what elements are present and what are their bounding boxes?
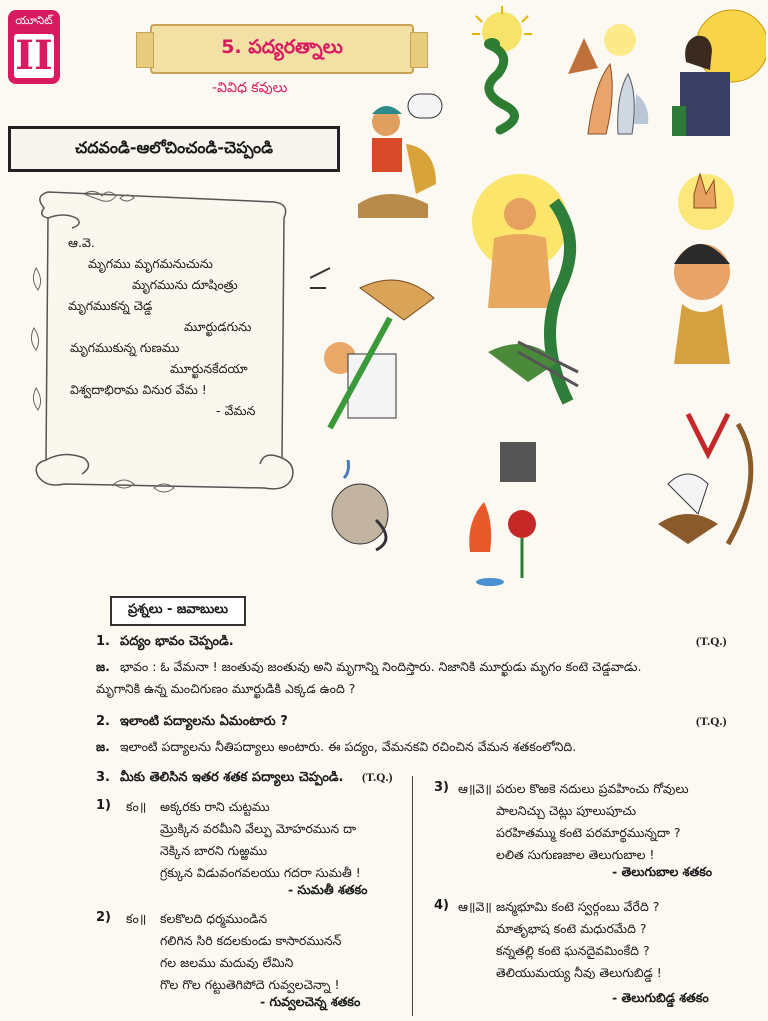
question-1-number: 1.	[96, 634, 110, 649]
poem-line: మృగముకన్న చెడ్డ	[68, 298, 153, 313]
poem-4-body	[496, 896, 662, 984]
poem-3-line: పాలనిచ్చు చెట్లు పూలుపూచు	[496, 803, 637, 818]
answer-2-text: ఇలాంటి పద్యాలను నీతిపద్యాలు అంటారు. ఈ పద్యం, వేమనకవి రచించిన వేమన శతకంలోనిది.	[120, 739, 577, 754]
poem-3-meter: ఆ॥వె॥	[458, 781, 492, 796]
answer-1-text	[96, 656, 760, 700]
poem-4-line: తెలియుమయ్య నీవు తెలుగుబిడ్డ !	[496, 965, 662, 980]
poem-2-meter: కం॥	[126, 911, 147, 926]
poem-3-source: - తెలుగుబాల శతకం	[612, 864, 713, 879]
poem-line: మూర్ఖుడగును	[184, 319, 252, 334]
column-divider	[412, 776, 413, 1016]
poem-4-line: కన్నతల్లి కంటె ఘనదైవమింకేది ?	[496, 943, 650, 958]
poem-2-number: 2)	[96, 910, 111, 925]
poem-line: మృగమును దూషింత్రు	[132, 277, 238, 292]
qa-title: ప్రశ్నలు - జవాబులు	[110, 596, 246, 626]
poem-4-meter: ఆ॥వె॥	[458, 899, 492, 914]
lesson-subtitle: -వివిధ కవులు	[212, 80, 288, 96]
poem-2-line: గొల గొల గట్టుతెగిపోదె గువ్వలచెన్నా !	[160, 977, 340, 992]
section-heading: చదవండి-ఆలోచించండి-చెప్పండి	[8, 126, 340, 172]
unit-badge	[8, 10, 60, 84]
poem-2-line: గలిగిన సిరి కదలకుండు కాసారమునన్	[160, 933, 342, 948]
question-3-number: 3.	[96, 770, 110, 785]
poem-4-line: జన్మభూమి కంటె స్వర్గంబు వేరేది ?	[496, 899, 660, 914]
question-2-tag: (T.Q.)	[696, 714, 727, 728]
bow-hand-illustration	[648, 404, 764, 564]
poem-3-line: పరుల కొఱకె నదులు ప్రవహించు గోవులు	[496, 781, 689, 796]
hand-face-illustration	[654, 164, 756, 376]
poem-meter: ఆ.వె.	[68, 235, 95, 250]
poem-1-line: అక్కరకు రాని చుట్టము	[160, 799, 270, 814]
writer-illustration	[310, 258, 440, 444]
poem-3-number: 3)	[434, 780, 449, 795]
question-2-text: ఇలాంటి పద్యాలను ఏమంటారు ?	[120, 714, 288, 729]
poem-line: మృగము మృగమనుచును	[88, 256, 213, 271]
poem	[66, 232, 296, 421]
poem-author: - వేమన	[216, 403, 256, 418]
boy-reading-illustration	[346, 84, 450, 226]
snake-illustration	[452, 6, 552, 138]
poem-3-line: పరహితమ్ము కంటె పరమార్థమున్నదా ?	[496, 825, 681, 840]
answer-1-line: మృగానికి ఉన్న మంచిగుణం మూర్ఖుడికి ఎక్కడ ఉంది ?	[96, 681, 356, 696]
poem-2-body	[160, 908, 341, 996]
hands-illustration	[558, 14, 656, 136]
question-1-tag: (T.Q.)	[696, 634, 727, 648]
question-3-tag: (T.Q.)	[362, 770, 393, 784]
unit-number: II	[15, 32, 53, 79]
poem-1-source: - సుమతీ శతకం	[288, 882, 368, 897]
poem-1-line: గ్రక్కున విడువంగవలయు గదరా సుమతీ !	[160, 865, 361, 880]
answer-1-line: భావం : ఓ వేమనా ! జంతువు జంతువు అని మృగాన్ని నిందిస్తారు. నిజానికి మూర్ఖుడు మృగం కంటె చెడ్డవాడు.	[120, 659, 642, 674]
sun-man-illustration	[666, 2, 766, 136]
poem-4-source: - తెలుగుబిడ్డ శతకం	[612, 990, 709, 1005]
question-1-text: పద్యం భావం చెప్పండి.	[120, 634, 234, 649]
poem-1-body	[160, 796, 361, 884]
poem-1-line: నెక్కిన బారని గుఱ్ఱము	[160, 843, 268, 858]
poem-1-number: 1)	[96, 798, 111, 813]
poem-2-line: గల జలము మదువు లేమిని	[160, 955, 294, 970]
sage-snake-illustration	[458, 162, 608, 424]
poem-line: మృగముకున్న గుణము	[70, 340, 180, 355]
question-3-text: మీకు తెలిసిన ఇతర శతక పద్యాలు చెప్పండి.	[120, 770, 344, 785]
lesson-title: 5. పద్యరత్నాలు	[150, 24, 414, 74]
poem-4-number: 4)	[434, 898, 449, 913]
answer-1-mark: జ.	[96, 659, 110, 674]
poem-2-source: - గువ్వలచెన్న శతకం	[260, 994, 361, 1009]
poem-3-line: లలిత సుగుణజాల తెలుగుబాల !	[496, 847, 655, 862]
question-2-number: 2.	[96, 714, 110, 729]
unit-label: యూనిట్	[15, 14, 53, 27]
elephant-illustration	[318, 454, 394, 554]
poem-3-body	[496, 778, 689, 866]
poem-1-line: మ్రొక్కిన వరమీని వేల్పు మోహరమున దా	[160, 821, 357, 836]
poem-line: మూర్ఖునకేదయా	[170, 361, 248, 376]
poem-4-line: మాతృభాష కంటె మధురమేది ?	[496, 921, 647, 936]
poem-2-line: కలకొలది ధర్మముండిన	[160, 911, 268, 926]
answer-2-mark: జ.	[96, 739, 110, 754]
poem-line: విశ్వదాభిరామ వినుర వేమ !	[70, 382, 207, 397]
fire-rose-illustration	[460, 432, 580, 594]
poem-1-meter: కం॥	[126, 799, 147, 814]
